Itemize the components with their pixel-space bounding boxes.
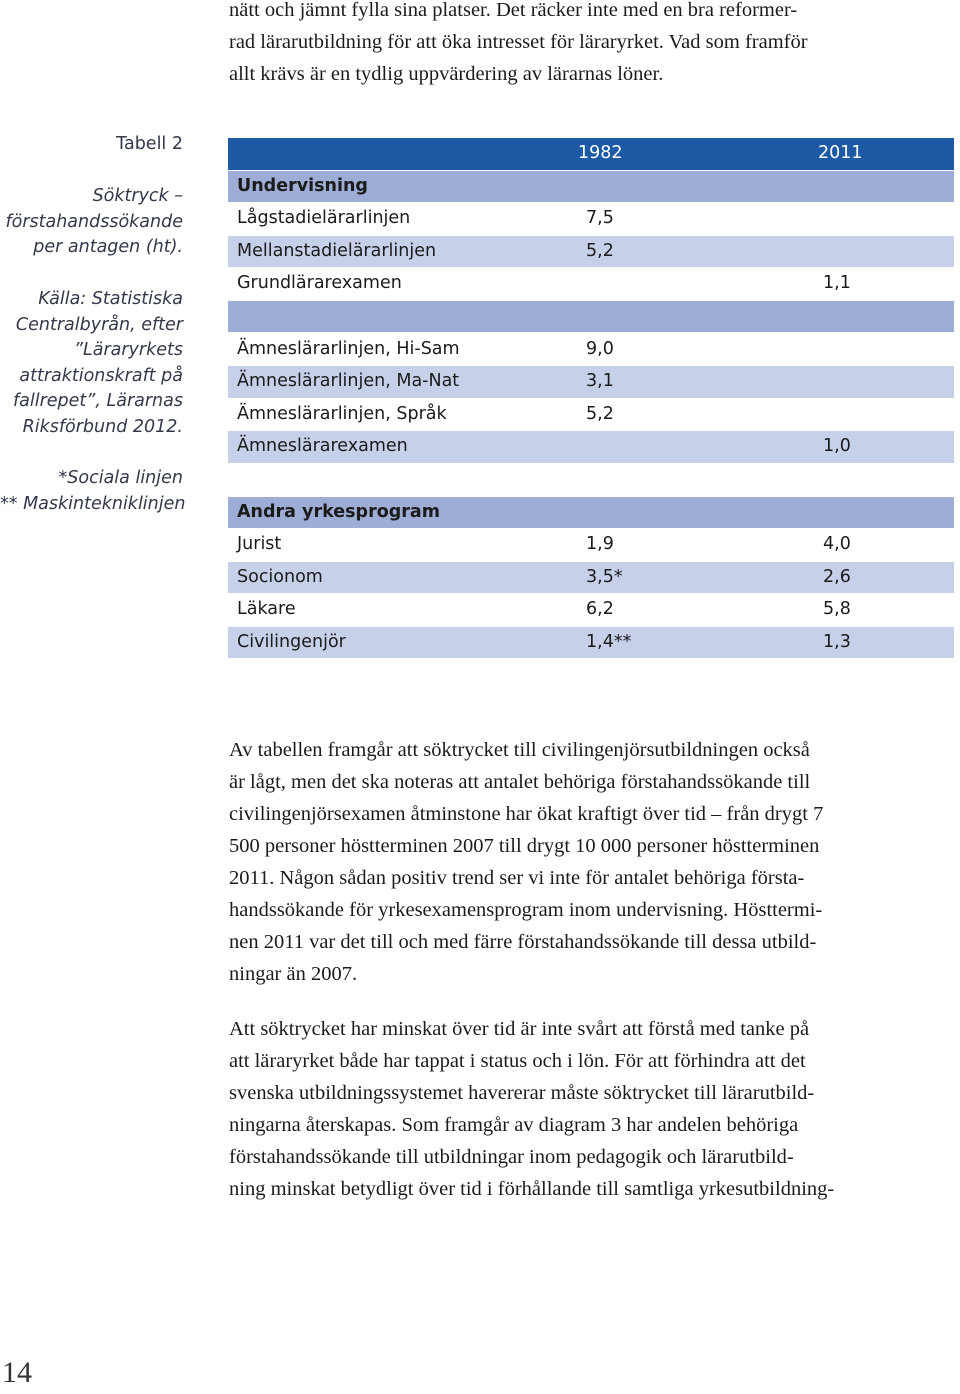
text-line: handssökande för yrkesexamensprogram inom undervisning. Hösttermi- [229,899,823,921]
table-row [228,268,954,300]
table-section-row [228,301,954,333]
header-year-2011: 2011 [818,143,863,163]
row-value-1982: 5,2 [586,403,614,424]
table-row [228,529,954,561]
table-row [228,236,954,268]
row-value-1982: 3,5* [586,566,623,587]
table-row [228,464,954,496]
caption-source-line: Centralbyrån, efter [15,314,183,335]
text-line: nätt och jämnt fylla sina platser. Det räcker inte med en bra reformer- [229,0,798,21]
header-year-1982: 1982 [578,143,623,163]
caption-source-line: Källa: Statistiska [38,289,183,309]
row-value-1982: 3,1 [586,371,614,392]
row-label: Läkare [237,599,296,620]
table-row [228,334,954,366]
text-line: svenska utbildningssystemet havererar måste söktrycket till lärarutbild- [229,1082,815,1104]
table-row [228,431,954,463]
caption-source-line: fallrepet”, Lärarnas [12,391,183,411]
row-value-2011: 4,0 [823,534,851,555]
row-label: Ämneslärarlinjen, Språk [237,403,447,424]
text-line: ningarna återskapas. Som framgår av diagram 3 har andelen behöriga [229,1114,799,1136]
row-value-1982: 5,2 [586,240,614,261]
table-footnotes [0,466,186,517]
search-pressure-table [228,138,954,660]
caption-title-text: Tabell 2 [116,134,183,154]
row-label: Civilingenjör [237,631,346,652]
row-value-2011: 1,0 [823,436,851,457]
table-row [228,594,954,626]
row-label: Ämneslärarlinjen, Hi-Sam [237,338,460,359]
text-line: är lågt, men det ska noteras att antalet behöriga förstahandssökande till [229,771,811,793]
row-label: Andra yrkesprogram [237,501,440,522]
text-line: att läraryrket både har tappat i status och i lön. För att förhindra att det [229,1050,806,1072]
text-line: nen 2011 var det till och med färre förstahandssökande till dessa utbild- [229,931,817,953]
table-section-row [228,497,954,529]
row-value-2011: 5,8 [823,599,851,620]
table-caption-description [0,184,183,261]
text-line: 2011. Någon sådan positiv trend ser vi inte för antalet behöriga första- [229,867,805,889]
row-label: Ämneslärarexamen [237,436,408,457]
row-value-1982: 1,9 [586,534,614,555]
caption-source-line: attraktionskraft på [19,365,183,386]
text-line: civilingenjörsexamen åtminstone har ökat kraftigt över tid – från drygt 7 [229,803,824,825]
row-label: Undervisning [237,175,368,196]
row-value-1982: 7,5 [586,208,614,229]
row-value-2011: 1,3 [823,631,851,652]
table-section-row [228,171,954,203]
text-line: Av tabellen framgår att söktrycket till civilingenjörsutbildningen också [229,739,810,761]
page-number: 14 [2,1356,32,1389]
row-value-1982: 9,0 [586,338,614,359]
intro-paragraph [229,0,949,90]
row-label: Socionom [237,566,323,587]
row-label: Grundlärarexamen [237,273,402,294]
table-row [228,366,954,398]
text-line: förstahandssökande till utbildningar inom pedagogik och lärarutbild- [229,1146,794,1168]
row-label: Ämneslärarlinjen, Ma-Nat [237,371,460,392]
caption-source-line: ”Läraryrkets [73,340,183,360]
table-row [228,399,954,431]
text-line: Att söktrycket har minskat över tid är inte svårt att förstå med tanke på [229,1018,810,1040]
footnote-line: *Sociala linjen [58,468,183,488]
table-caption-title [0,132,183,158]
row-value-2011: 2,6 [823,566,851,587]
footnote-line: ** Maskintekniklinjen [0,493,186,514]
table-header-row [228,138,954,170]
text-line: 500 personer höstterminen 2007 till drygt 10 000 personer höstterminen [229,835,820,857]
row-value-1982: 1,4** [586,631,632,652]
table-row [228,203,954,235]
caption-desc-line: per antagen (ht). [33,237,183,257]
table-row [228,562,954,594]
row-label: Lågstadielärarlinjen [237,208,411,229]
body-paragraph-2 [229,1013,949,1205]
caption-desc-line: förstahandssökande [5,211,183,232]
row-value-1982: 6,2 [586,599,614,620]
text-line: rad lärarutbildning för att öka intresset för läraryrket. Vad som framför [229,31,808,53]
text-line: allt krävs är en tydlig uppvärdering av lärarnas löner. [229,63,664,85]
row-label: Mellanstadielärarlinjen [237,240,437,261]
text-line: ning minskat betydligt över tid i förhållande till samtliga yrkesutbildning- [229,1178,835,1200]
table-caption-source [0,287,183,440]
caption-desc-line: Söktryck – [92,186,183,206]
caption-source-line: Riksförbund 2012. [22,416,183,437]
body-paragraph-1 [229,734,949,990]
text-line: ningar än 2007. [229,963,358,985]
row-label: Jurist [237,534,282,555]
table-row [228,627,954,659]
row-value-2011: 1,1 [823,273,851,294]
